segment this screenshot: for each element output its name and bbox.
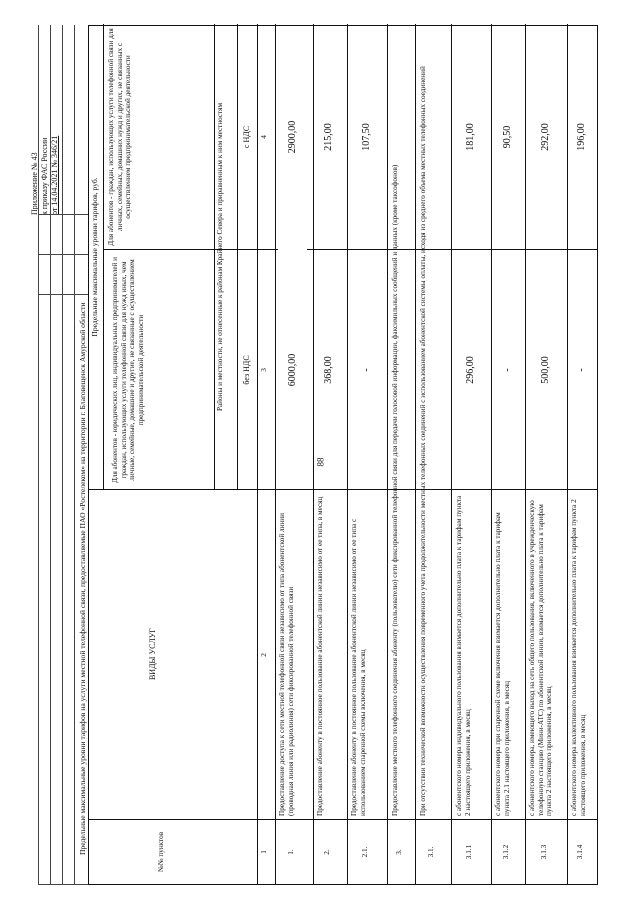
header-citizens: Для абонентов - граждан, использующих услуги телефонной связи для личных, семейных, домашних нужд и других, не связанных с осуществлением предпринимательской деятельности	[107, 28, 133, 246]
col-number-2: 2	[260, 653, 268, 657]
page-number: 88	[315, 457, 325, 467]
row-2-value-no-vat: 368,00	[323, 356, 334, 384]
rotated-sheet	[30, 25, 605, 895]
row-8-text: с абонентского номера, имеющего выход на сеть общего пользования, включенного в учрежденческую телефонную станцию (Мини-АТС) по абонентской линии, взимается дополнительно плата к тарифам пункта 2 настоящего приложения, в месяц	[528, 500, 554, 816]
header-levels: Предельные максимальные уровни тарифов, руб.	[90, 177, 99, 337]
row-6-text: с абонентского номера индивидуального пользования взимается дополнительно плата к тарифам пункта 2 настоящего приложения, в месяц	[455, 495, 472, 816]
row-6-num: 3.1.1	[465, 844, 473, 860]
row-9-text: с абонентского номера коллективного пользования взимается дополнительно плата к тарифам пункта 2 настоящего приложения, в месяц	[570, 499, 587, 816]
row-6-value-with-vat: 181,00	[465, 123, 476, 151]
row-4-text: Предоставление местного телефонного соединения абоненту (пользователю) сети фиксированной телефонной связи для передачи голосовой информации, факсимильных сообщений и данных (кроме таксофонов)	[391, 164, 399, 816]
header-regions: Районы и местности, не отнесенные к районам Крайнего Севера и приравненным к ним местностям	[216, 102, 224, 412]
header-legal: Для абонентов - юридических лиц, индивидуальных предпринимателей и граждан, использующих услуги телефонной связи для нужд иных, чем личные, семейные, домашние и другие, не связанные с осуществлением предпринимательской деятельности	[111, 256, 145, 484]
row-3-value-with-vat: 107,50	[361, 123, 372, 151]
row-1-value-with-vat: 2900,00	[287, 120, 298, 154]
appendix-line-2: к приказу ФАС России	[40, 137, 49, 215]
appendix-block	[30, 25, 60, 215]
row-7-value-no-vat: -	[502, 368, 513, 372]
row-2-num: 2.	[323, 849, 331, 855]
header-no-vat: без НДС	[242, 355, 251, 385]
col-number-4: 4	[260, 135, 268, 139]
row-8-num: 3.1.3	[540, 844, 548, 860]
table-title: Предельные максимальные уровни тарифов на услуги местной телефонной связи, предоставляемые ПАО «Ростелеком» на территории г. Благовещенск Амурской области	[78, 302, 87, 855]
header-with-vat: с НДС	[242, 125, 251, 149]
appendix-line-3: от 14.04.2021 № 346/21	[50, 135, 59, 215]
row-9-num: 3.1.4	[576, 844, 584, 860]
row-4-num: 3.	[395, 849, 403, 855]
row-8-value-no-vat: 500,00	[540, 356, 551, 384]
row-3-text: Предоставление абоненту в постоянное пользование абонентской линии независимо от ее типа с использованием спаренной схемы включения, в месяц	[350, 518, 367, 816]
row-1-value-no-vat: 6000,00	[287, 353, 298, 387]
row-6-value-no-vat: 296,00	[465, 356, 476, 384]
row-3-num: 2.1.	[361, 846, 369, 858]
tariff-table	[88, 25, 598, 885]
row-5-text: При отсутствии технической возможности осуществления повременного учета продолжительности местных телефонных соединений с использованием абонентской системы оплаты, исходя из среднего объема местных телефонных соединений	[419, 66, 427, 816]
row-2-value-with-vat: 215,00	[323, 123, 334, 151]
row-1-num: 1.	[287, 849, 295, 855]
row-5-num: 3.1.	[427, 846, 435, 858]
row-8-value-with-vat: 292,00	[540, 123, 551, 151]
appendix-line-1: Приложение № 43	[30, 152, 39, 215]
row-3-value-no-vat: -	[361, 368, 372, 372]
row-7-value-with-vat: 90,50	[502, 125, 513, 149]
row-9-value-with-vat: 196,00	[576, 123, 587, 151]
col-number-1: 1	[260, 850, 268, 854]
header-services: ВИДЫ УСЛУГ	[148, 627, 157, 681]
header-num: №№ пунктов	[157, 831, 165, 873]
row-1-text: Предоставление доступа к сети местной телефонной связи независимо от типа абонентской линии (проводная линия или радиолиния) сети фиксированной телефонной связи	[278, 512, 295, 816]
row-2-text: Предоставление абоненту в постоянное пользование абонентской линии независимо от ее типа, в месяц	[316, 496, 324, 816]
row-9-value-no-vat: -	[576, 368, 587, 372]
row-7-text: с абонентского номера при спаренной схеме включения взимается дополнительно плата к тарифам пункта 2.1 настоящего приложения, в месяц	[494, 512, 511, 816]
col-number-3: 3	[260, 368, 268, 372]
row-7-num: 3.1.2	[502, 844, 510, 860]
